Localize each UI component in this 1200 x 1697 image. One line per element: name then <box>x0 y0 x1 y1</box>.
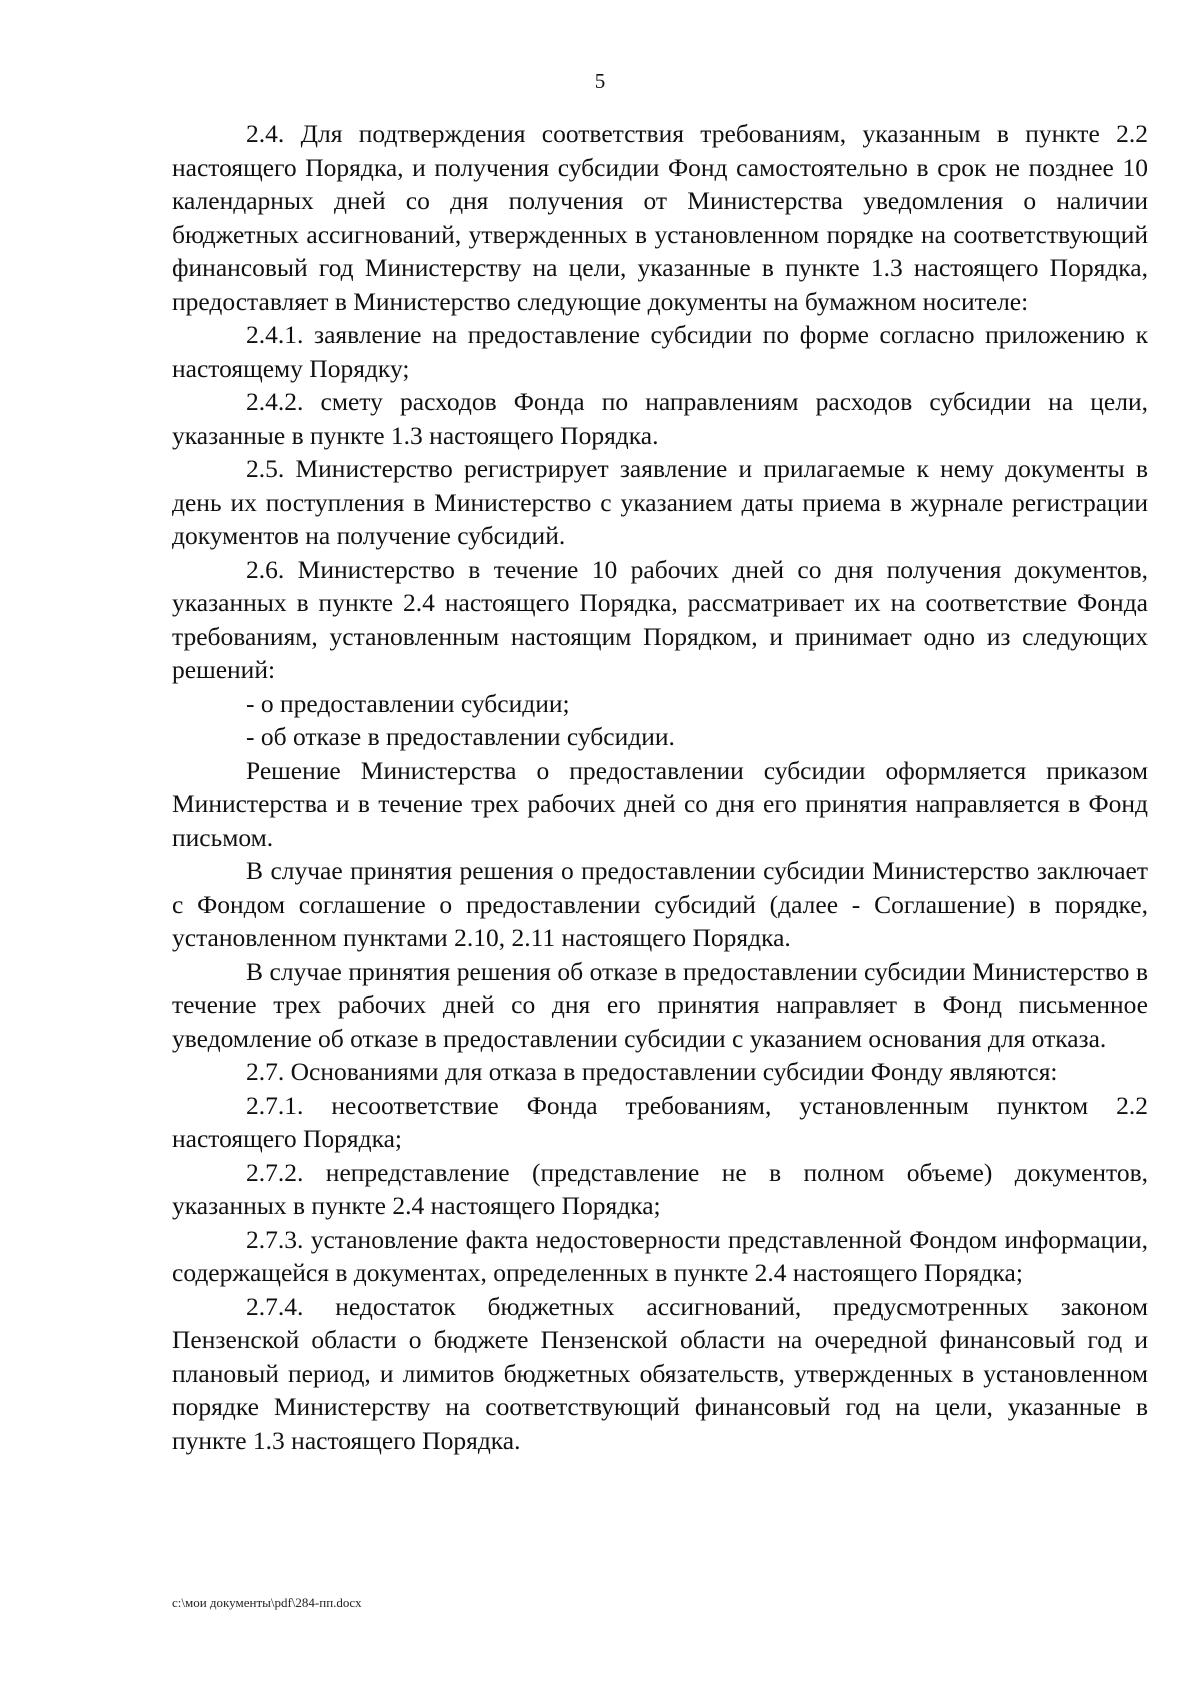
page-number: 5 <box>594 69 606 93</box>
paragraph-2-7-3: 2.7.3. установление факта недостоверности представленной Фондом информации, содержащейся в документах, определенных в пункте 2.4 настоящего Порядка; <box>172 1224 1148 1287</box>
paragraph-refusal-notice: В случае принятия решения об отказе в предоставлении субсидии Министерство в течение трех рабочих дней со дня его принятия направляет в Фонд письменное уведомление об отказе в предоставлении субсидии с указанием основания для отказа. <box>172 956 1148 1053</box>
list-item-refusal: - об отказе в предоставлении субсидии. <box>246 722 675 751</box>
paragraph-agreement: В случае принятия решения о предоставлении субсидии Министерство заключает с Фондом соглашение о предоставлении субсидий (далее - Соглашение) в порядке, установленном пунктами 2.10, 2.11 настоящего Порядка. <box>172 856 1148 952</box>
document-body <box>172 117 1148 1457</box>
paragraph-2-7-1: 2.7.1. несоответствие Фонда требованиям, установленным пунктом 2.2 настоящего Порядка; <box>172 1090 1148 1153</box>
paragraph-2-7-4: 2.7.4. недостаток бюджетных ассигнований, предусмотренных законом Пензенской области о бюджете Пензенской области на очередной финансовый год и плановый период, и лимитов бюджетных обязательств, утвержденных в установленном порядке Министерству на соответствующий финансовый год на цели, указанные в пункте 1.3 настоящего Порядка. <box>172 1291 1148 1455</box>
paragraph-decision: Решение Министерства о предоставлении субсидии оформляется приказом Министерства и в течение трех рабочих дней со дня его принятия направляется в Фонд письмом. <box>172 755 1148 852</box>
paragraph-2-5: 2.5. Министерство регистрирует заявление и прилагаемые к нему документы в день их поступления в Министерство с указанием даты приема в журнале регистрации документов на получение субсидий. <box>172 454 1148 550</box>
paragraph-2-7: 2.7. Основаниями для отказа в предоставлении субсидии Фонду являются: <box>246 1057 1058 1086</box>
paragraph-2-6: 2.6. Министерство в течение 10 рабочих дней со дня получения документов, указанных в пункте 2.4 настоящего Порядка, рассматривает их на соответствие Фонда требованиям, установленным настоящим Порядком, и принимает одно из следующих решений: <box>172 554 1148 684</box>
list-item-grant: - о предоставлении субсидии; <box>246 688 570 718</box>
paragraph-2-7-2: 2.7.2. непредставление (представление не в полном объеме) документов, указанных в пункте 2.4 настоящего Порядка; <box>172 1157 1148 1220</box>
footer-file-path: c:\мои документы\pdf\284-пп.docx <box>172 1595 362 1610</box>
paragraph-2-4-1: 2.4.1. заявление на предоставление субсидии по форме согласно приложению к настоящему Порядку; <box>172 320 1148 383</box>
paragraph-2-4: 2.4. Для подтверждения соответствия требованиям, указанным в пункте 2.2 настоящего Порядка, и получения субсидии Фонд самостоятельно в срок не позднее 10 календарных дней со дня получения от Министерства уведомления о наличии бюджетных ассигнований, утвержденных в установленном порядке на соответствующий финансовый год Министерству на цели, указанные в пункте 1.3 настоящего Порядка, предоставляет в Министерство следующие документы на бумажном носителе: <box>172 119 1148 316</box>
paragraph-2-4-2: 2.4.2. смету расходов Фонда по направлениям расходов субсидии на цели, указанные в пункте 1.3 настоящего Порядка. <box>172 387 1148 450</box>
